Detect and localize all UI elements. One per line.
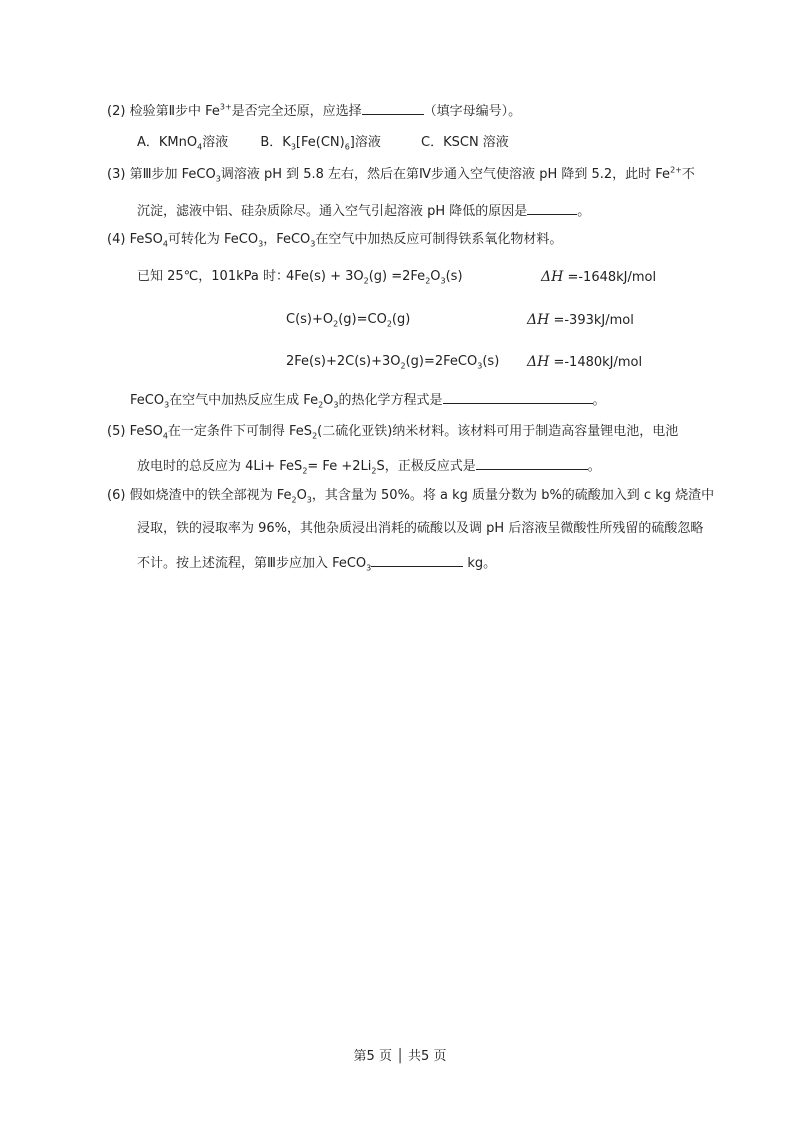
q2-options xyxy=(137,134,509,152)
q6-answer-blank[interactable] xyxy=(371,552,463,567)
q5-label: (5) xyxy=(107,424,126,439)
option-c: C．KSCN 溶液 xyxy=(421,135,509,150)
enthalpy-1: ΔH =-1648kJ/mol xyxy=(541,269,657,285)
q4-intro: (4) FeSO$_4$可转化为 FeCO$_3$，FeCO$_3$在空气中加热反应可制得铁系氧化物材料。 xyxy=(107,232,563,249)
equation-1: $4Fe(s) + 3O_2(g) =2Fe_2O_3(s)$ xyxy=(286,269,463,286)
q5-line2: 放电时的总反应为 $4Li+ FeS_2= Fe +2Li_2S$，正极反应式是 。 xyxy=(137,455,601,476)
q5-answer-blank[interactable] xyxy=(476,455,588,470)
q2-label: (2) xyxy=(107,104,126,119)
q6-line2: 浸取，铁的浸取率为 96%，其他杂质浸出消耗的硫酸以及调 pH 后溶液呈微酸性所残留的硫酸忽略 xyxy=(137,521,704,536)
q4-question: FeCO$_3$在空气中加热反应生成 $Fe_2O_3$的热化学方程式是 。 xyxy=(130,389,606,410)
enthalpy-3: ΔH =-1480kJ/mol xyxy=(527,354,643,370)
q4-label: (4) xyxy=(107,232,126,247)
equation-3: $2Fe(s)+2C(s)+3O_2(g)=2FeCO_3(s)$ xyxy=(286,354,500,371)
q2-line1: (2) 检验第Ⅱ步中 $Fe^{3+}$是否完全还原，应选择 （填字母编号）。 xyxy=(107,100,521,121)
q2-answer-blank[interactable] xyxy=(362,100,424,115)
q3-line1: (3) 第Ⅲ步加 FeCO$_3$调溶液 pH 到 5.8 左右，然后在第Ⅳ步通入空气使溶液 pH 降到 5.2，此时 $Fe^{2+}$不 xyxy=(107,165,695,184)
q4-answer-blank[interactable] xyxy=(443,389,593,404)
enthalpy-2: ΔH =-393kJ/mol xyxy=(527,312,634,328)
q6-label: (6) xyxy=(107,488,126,503)
page-footer: 第5 页 │ 共5 页 xyxy=(353,1049,447,1064)
q3-line2: 沉淀，滤液中铝、硅杂质除尽。通入空气引起溶液 pH 降低的原因是 。 xyxy=(137,200,590,221)
q5-line1: (5) FeSO$_4$在一定条件下可制得 FeS$_2$(二硫化亚铁)纳米材料。该材料可用于制造高容量锂电池，电池 xyxy=(107,424,679,441)
q6-line1: (6) 假如烧渣中的铁全部视为 $Fe_2O_3$，其含量为 50%。将 a kg 质量分数为 b%的硫酸加入到 c kg 烧渣中 xyxy=(107,488,715,505)
option-b: B．$K_3[Fe(CN)_6]$溶液 xyxy=(260,135,381,152)
q3-answer-blank[interactable] xyxy=(527,200,577,215)
q4-known-label: 已知 25℃，101kPa 时： xyxy=(137,269,289,284)
equation-2: $C(s)+O_2(g)=CO_2(g)$ xyxy=(286,312,411,329)
q6-line3: 不计。按上述流程，第Ⅲ步应加入 FeCO$_3$ kg。 xyxy=(137,552,496,573)
q3-label: (3) xyxy=(107,167,126,182)
option-a: A．KMnO$_4$溶液 xyxy=(137,135,229,152)
